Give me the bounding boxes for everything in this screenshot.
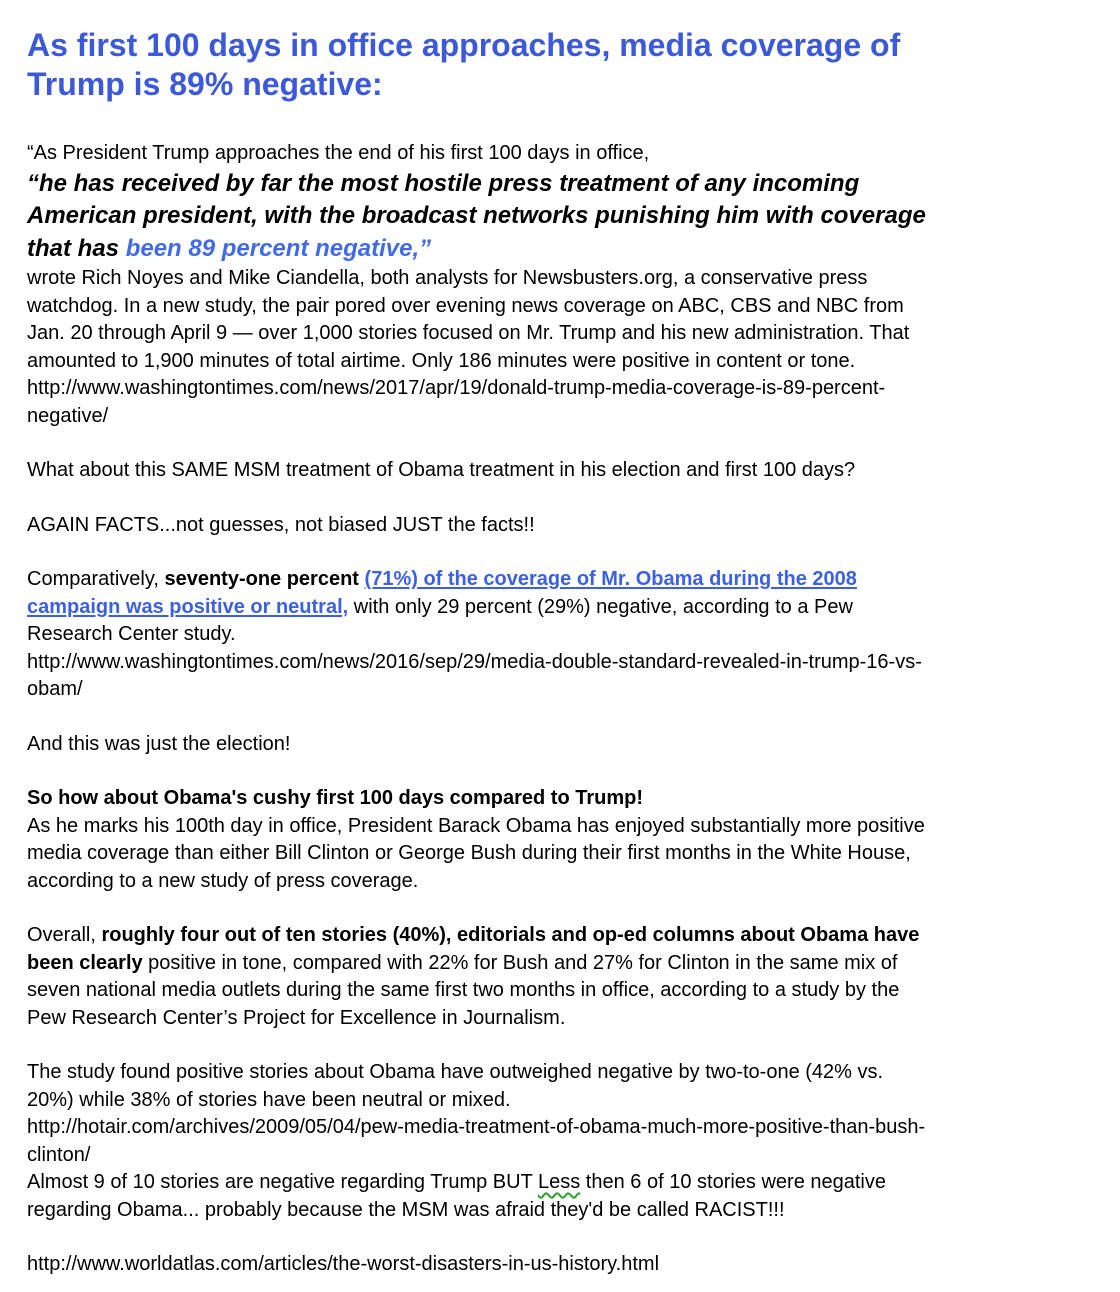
text-segment: AGAIN FACTS...not guesses, not biased JUST the facts!! <box>27 513 535 536</box>
study-findings-paragraph <box>27 1059 1096 1224</box>
text-segment: http://hotair.com/archives/2009/05/04/pew-media-treatment-of-obama-much-more-positive-than-bush- <box>27 1116 926 1138</box>
text-line <box>27 950 1096 978</box>
text-line <box>27 1169 1096 1197</box>
text-segment: http://www.worldatlas.com/articles/the-worst-disasters-in-us-history.html <box>27 1253 660 1275</box>
text-segment: clinton/ <box>27 1143 91 1166</box>
text-line <box>27 649 1096 677</box>
text-line <box>27 977 1096 1005</box>
text-segment: obam/ <box>27 678 83 700</box>
text-segment: What about this SAME MSM treatment of Obama treatment in his election and first 100 days? <box>27 459 856 481</box>
text-line <box>27 233 1096 266</box>
election-note <box>27 731 1096 759</box>
text-segment: Trump is 89% negative: <box>27 66 383 102</box>
text-line <box>27 813 1096 841</box>
text-segment: “As President Trump approaches the end of his first 100 days in office, <box>27 142 650 164</box>
text-segment: watchdog. In a new study, the pair pored over evening news coverage on ABC, CBS and NBC from <box>27 294 904 317</box>
text-line <box>27 1142 1096 1170</box>
text-segment: As he marks his 100th day in office, President Barack Obama has enjoyed substantially more positive <box>27 814 925 837</box>
text-segment: Almost 9 of 10 stories are negative regarding Trump BUT <box>27 1171 538 1193</box>
text-segment: So how about Obama's cushy first 100 days compared to Trump! <box>27 787 644 809</box>
text-line <box>27 1087 1096 1115</box>
text-segment: amounted to 1,900 minutes of total airtime. Only 186 minutes were positive in content or tone. <box>27 349 856 372</box>
text-line <box>27 320 1096 348</box>
text-segment: roughly four out of ten stories (40%), editorials and op-ed columns about Obama have <box>101 924 920 946</box>
text-line <box>27 840 1096 868</box>
text-line <box>27 457 1096 485</box>
text-segment: with only 29 percent (29%) negative, according to a Pew <box>348 595 853 618</box>
text-line <box>27 293 1096 321</box>
text-segment: seven national media outlets during the same first two months in office, according to a study by the <box>27 979 900 1001</box>
text-line <box>27 676 1096 704</box>
text-segment: seventy-one percent <box>164 568 365 590</box>
text-line <box>27 1114 1096 1142</box>
text-line <box>27 922 1096 950</box>
obama-100days-paragraph <box>27 785 1096 895</box>
text-line <box>27 26 1096 65</box>
intro-line <box>27 140 1096 168</box>
text-line <box>27 1059 1096 1087</box>
text-segment: wrote Rich Noyes and Mike Ciandella, both analysts for Newsbusters.org, a conservative press <box>27 267 868 289</box>
text-line <box>27 785 1096 813</box>
text-line <box>27 1251 1096 1279</box>
page-title <box>27 26 1096 104</box>
text-segment: regarding Obama... probably because the MSM was afraid they'd be called RACIST!!! <box>27 1198 785 1221</box>
text-segment: Research Center study. <box>27 623 236 645</box>
document-body <box>27 26 1096 1279</box>
text-line <box>27 65 1096 104</box>
obama-coverage-link[interactable]: (71%) of the coverage of Mr. Obama during the 2008 <box>364 568 857 590</box>
pull-quote <box>27 168 1096 266</box>
text-segment: Comparatively, <box>27 568 165 590</box>
text-line <box>27 594 1096 622</box>
text-line <box>27 348 1096 376</box>
text-line <box>27 621 1096 649</box>
text-line <box>27 731 1096 759</box>
text-segment: “he has received by far the most hostile press treatment of any incoming <box>27 169 860 197</box>
question-paragraph <box>27 457 1096 485</box>
text-segment: And this was just the election! <box>27 732 291 755</box>
text-segment: http://www.washingtontimes.com/news/2017/apr/19/donald-trump-media-coverage-is-89-percent- <box>27 377 886 399</box>
text-line <box>27 168 1096 201</box>
obama-coverage-link[interactable]: campaign was positive or neutral, <box>27 595 349 618</box>
newsbusters-paragraph <box>27 265 1096 430</box>
obama-2008-paragraph <box>27 566 1096 704</box>
text-line <box>27 868 1096 896</box>
text-segment: that has <box>27 234 126 262</box>
text-segment: Jan. 20 through April 9 — over 1,000 stories focused on Mr. Trump and his new administration. That <box>27 322 910 344</box>
text-segment: according to a new study of press coverage. <box>27 869 419 892</box>
text-line <box>27 403 1096 431</box>
text-line <box>27 140 1096 168</box>
text-segment: positive in tone, compared with 22% for Bush and 27% for Clinton in the same mix of <box>142 951 898 974</box>
text-segment: media coverage than either Bill Clinton or George Bush during their first months in the White House, <box>27 842 911 864</box>
text-segment: negative/ <box>27 404 109 427</box>
text-segment: Pew Research Center’s Project for Excellence in Journalism. <box>27 1006 566 1029</box>
text-segment: American president, with the broadcast networks punishing him with coverage <box>27 202 926 229</box>
worldatlas-url <box>27 1251 1096 1279</box>
text-segment: http://www.washingtontimes.com/news/2016/sep/29/media-double-standard-revealed-in-trump-16-vs- <box>27 650 922 673</box>
text-line <box>27 1197 1096 1225</box>
text-segment: 20%) while 38% of stories have been neutral or mixed. <box>27 1088 511 1111</box>
text-line <box>27 265 1096 293</box>
text-line <box>27 375 1096 403</box>
text-segment: then 6 of 10 stories were negative <box>580 1171 886 1193</box>
pew-stats-paragraph <box>27 922 1096 1032</box>
text-segment: been 89 percent negative,” <box>125 234 432 262</box>
text-segment: Overall, <box>27 924 102 946</box>
text-segment: been clearly <box>27 951 143 974</box>
spellcheck-flagged-word: Less <box>538 1171 581 1193</box>
text-segment: The study found positive stories about Obama have outweighed negative by two-to-one (42% vs. <box>27 1061 884 1083</box>
text-line <box>27 512 1096 540</box>
facts-paragraph <box>27 512 1096 540</box>
text-line <box>27 566 1096 594</box>
text-line <box>27 1005 1096 1033</box>
text-line <box>27 200 1096 233</box>
text-segment: As first 100 days in office approaches, media coverage of <box>27 27 901 63</box>
